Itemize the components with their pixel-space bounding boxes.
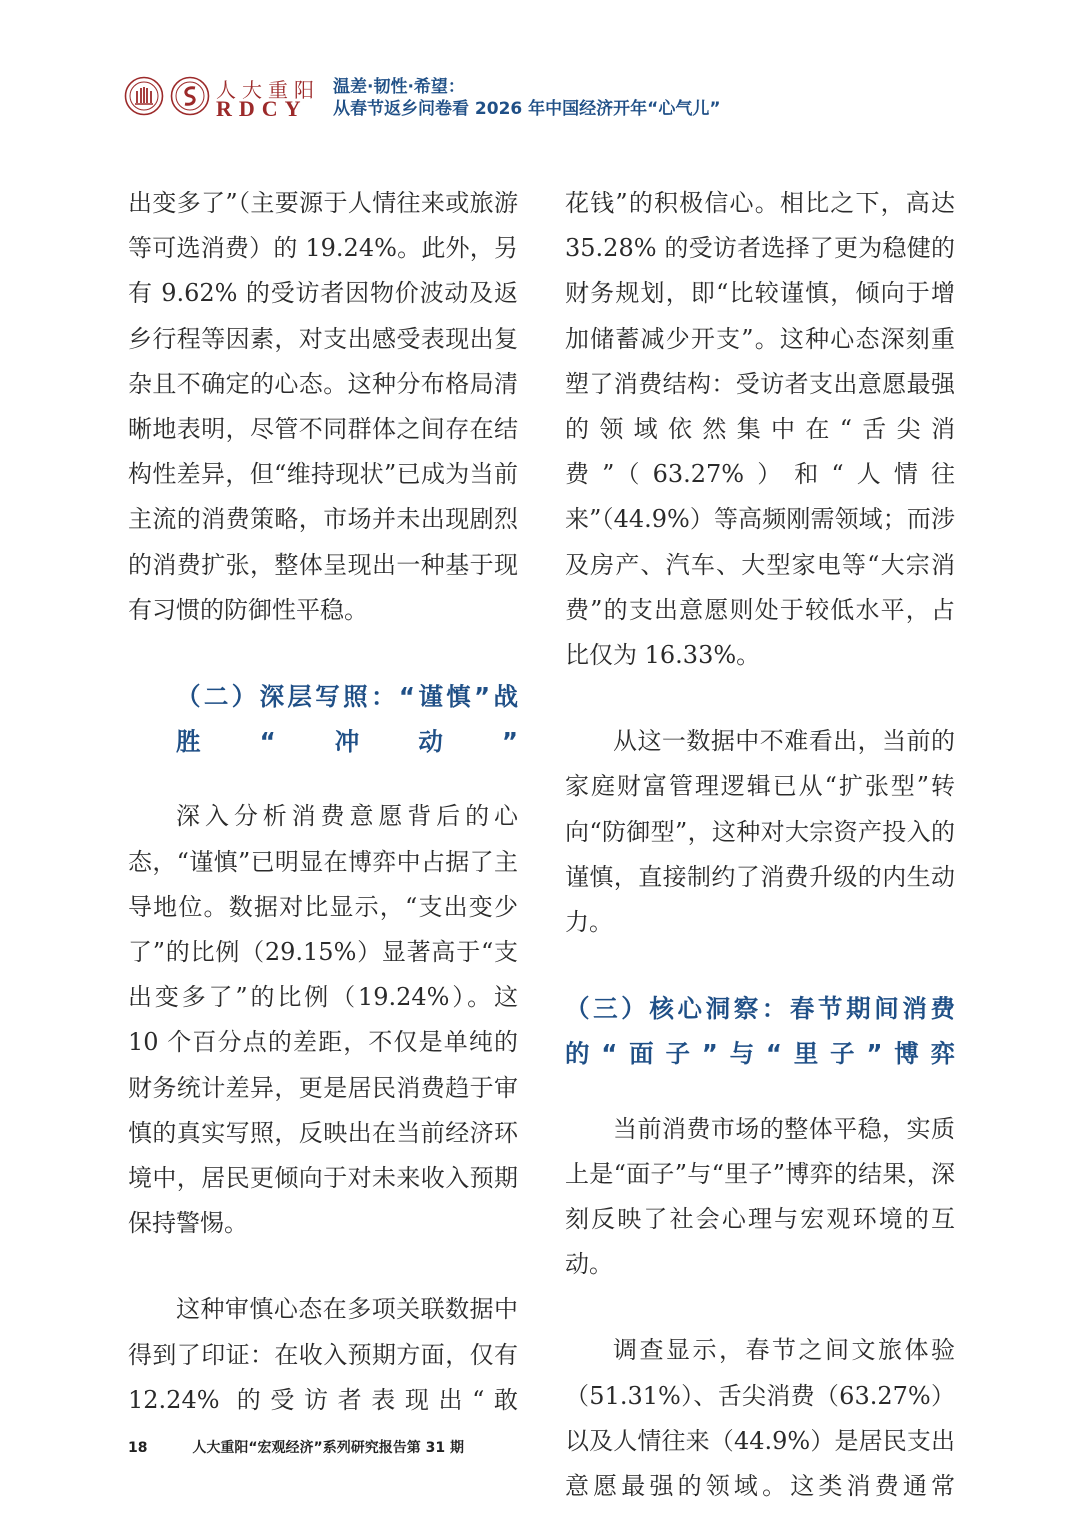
paragraph: 出变多了”（主要源于人情往来或旅游等可选消费）的 19.24%。此外，另有 9.62% 的受访者因物价波动及返乡行程等因素，对支出感受表现出复杂且不确定的心态。这种分布格局清晰地表明，尽管不同群体之间存在结构性差异，但“维持现状”已成为当前主流的消费策略，市场并未出现剧烈的消费扩张，整体呈现出一种基于现有习惯的防御性平稳。 bbox=[128, 189, 518, 624]
section-heading-2: （二）深层写照：“谨慎”战胜“冲动” bbox=[176, 682, 518, 757]
university-seal-icon bbox=[124, 76, 164, 116]
brand-english-name: RDCY bbox=[216, 96, 308, 121]
left-column bbox=[128, 181, 518, 1423]
paragraph: 当前消费市场的整体平稳，实质上是“面子”与“里子”博弈的结果，深刻反映了社会心理与宏观环境的互动。 bbox=[565, 1114, 955, 1279]
page-footer bbox=[128, 1437, 464, 1457]
series-title: 人大重阳“宏观经济”系列研究报告第 31 期 bbox=[192, 1440, 464, 1456]
brand-chinese-name: 人大重阳 bbox=[216, 78, 320, 102]
paragraph: 深入分析消费意愿背后的心态，“谨慎”已明显在博弈中占据了主导地位。数据对比显示，“支出变少了”的比例（29.15%）显著高于“支出变多了”的比例（19.24%）。这 10 个百分点的差距，不仅是单纯的财务统计差异，更是居民消费趋于审慎的真实写照，反映出在当前经济环境中，居民更倾向于对未来收入预期保持警惕。 bbox=[128, 802, 518, 1238]
paragraph: 调查显示，春节之间文旅体验（51.31%）、舌尖消费（63.27%）以及人情往来（44.9%）是居民支出意愿最强的领域。这类消费通常 bbox=[565, 1336, 955, 1501]
section-heading-3: （三）核心洞察：春节期间消费的“面子”与“里子”博弈 bbox=[565, 994, 955, 1069]
paragraph: 从这一数据中不难看出，当前的家庭财富管理逻辑已从“扩张型”转向“防御型”，这种对大宗资产投入的谨慎，直接制约了消费升级的内生动力。 bbox=[565, 727, 955, 937]
report-title-line-1: 温差·韧性·希望： bbox=[333, 77, 465, 97]
report-title bbox=[333, 76, 721, 120]
rdcy-seal-icon bbox=[170, 76, 210, 116]
page-header bbox=[0, 0, 1080, 140]
paragraph: 花钱”的积极信心。相比之下，高达 35.28% 的受访者选择了更为稳健的财务规划，即“比较谨慎，倾向于增加储蓄减少开支”。这种心态深刻重塑了消费结构：受访者支出意愿最强的领域依然集中在“舌尖消费”（63.27%）和“人情往来”（44.9%）等高频刚需领域；而涉及房产、汽车、大型家电等“大宗消费”的支出意愿则处于较低水平，占比仅为 16.33%。 bbox=[565, 189, 955, 670]
right-column bbox=[565, 181, 955, 1509]
page-number: 18 bbox=[128, 1440, 148, 1456]
report-title-line-2: 从春节返乡问卷看 2026 年中国经济开年“心气儿” bbox=[333, 99, 721, 119]
paragraph: 这种审慎心态在多项关联数据中得到了印证：在收入预期方面，仅有 12.24% 的受访者表现出“敢 bbox=[128, 1295, 518, 1414]
